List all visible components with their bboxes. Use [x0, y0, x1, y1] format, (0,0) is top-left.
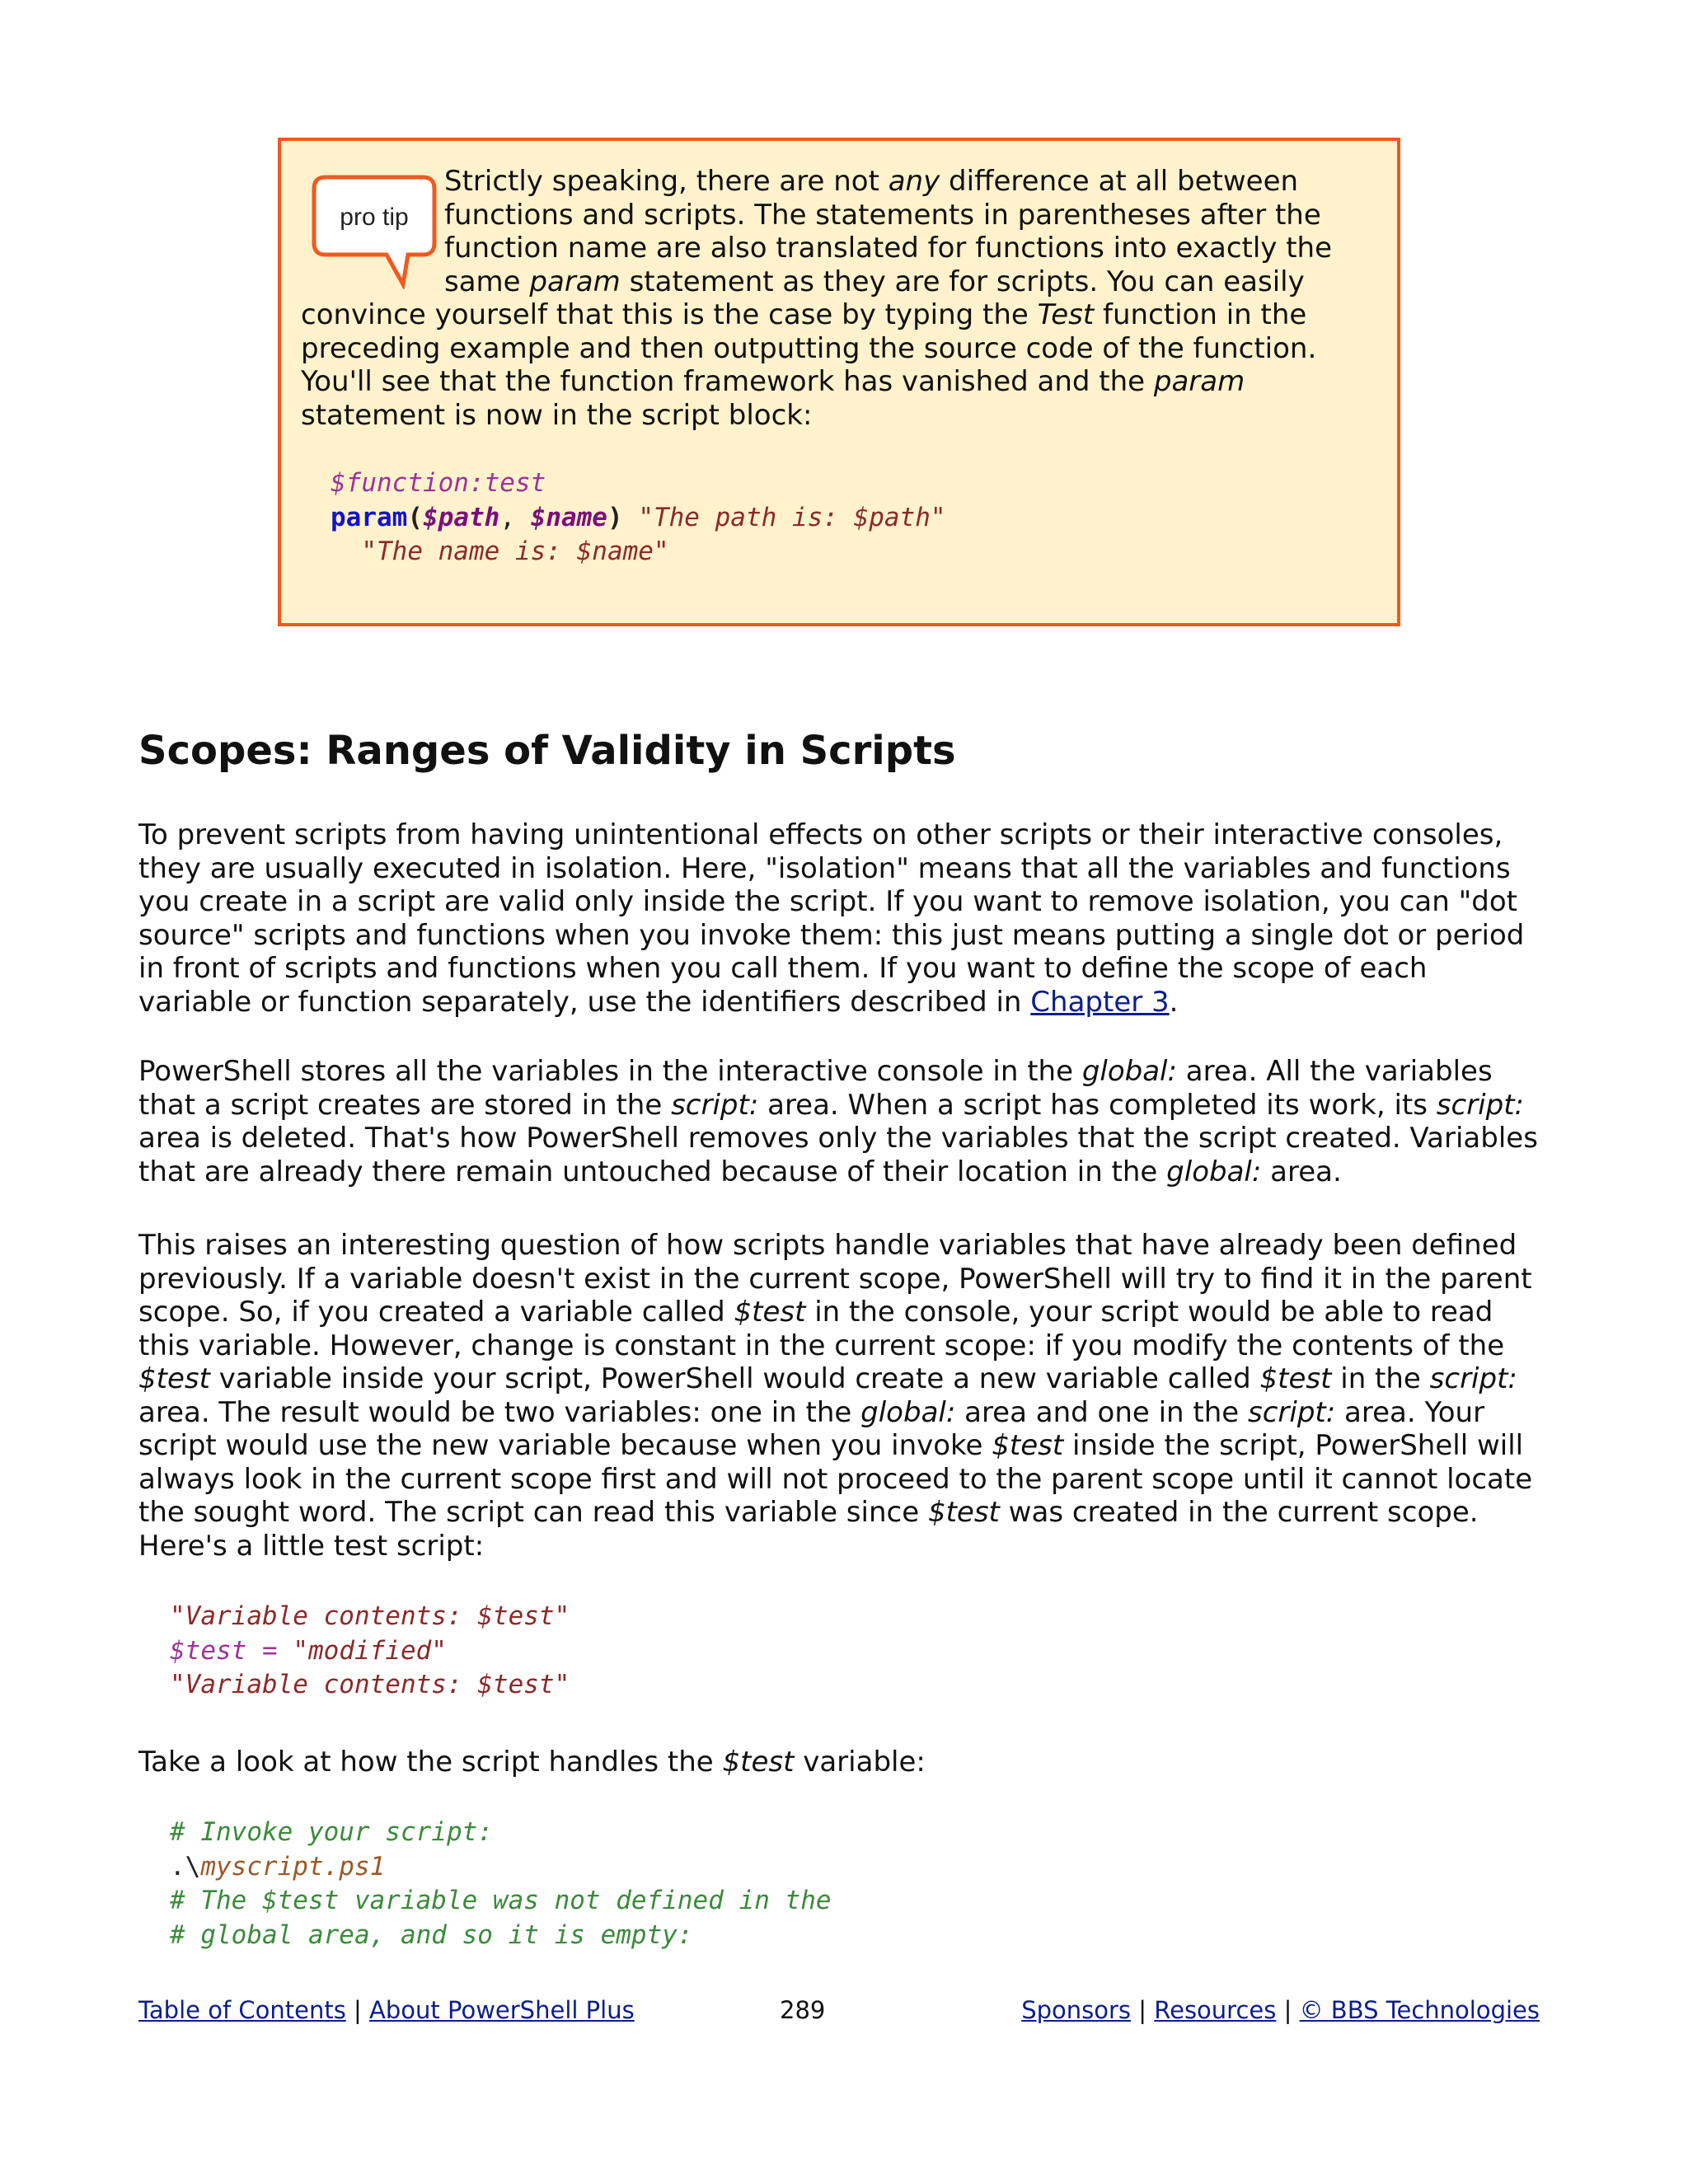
test-script-code: "Variable contents: $test" $test = "modified" "Variable contents: $test" [170, 1601, 570, 1699]
about-powershell-plus-link[interactable]: About PowerShell Plus [369, 1996, 635, 2024]
paragraph-global-scope: PowerShell stores all the variables in the interactive console in the global: area. All the variables that a script creates are stored in the script: area. When a script has completed its work, its script: area is deleted. That's how PowerShell removes only the variables that the script created. Variables that are already there remain untouched because of their location in the global: area. [138, 1055, 1538, 1188]
paragraph-take-a-look: Take a look at how the script handles the $test variable: [138, 1746, 926, 1779]
footer-left: Table of Contents | About PowerShell Plus [138, 1996, 635, 2024]
chapter-3-link[interactable]: Chapter 3 [1030, 985, 1170, 1019]
page-number: 289 [780, 1996, 826, 2024]
paragraph-isolation: To prevent scripts from having unintentional effects on other scripts or their interactive consoles, they are usually executed in isolation. Here, "isolation" means that all the variables and functions you create in a script are valid only inside the script. If you want to remove isolation, you can "dot source" scripts and functions when you invoke them: this just means putting a single dot or period in front of scripts and functions when you call them. If you want to define the scope of each variable or function separately, use the identifiers described in Chapter 3. [138, 818, 1525, 1019]
section-heading: Scopes: Ranges of Validity in Scripts [138, 728, 956, 774]
pro-tip-box [278, 138, 1400, 626]
bbs-technologies-link[interactable]: © BBS Technologies [1299, 1996, 1540, 2024]
resources-link[interactable]: Resources [1154, 1996, 1277, 2024]
pro-tip-text: Strictly speaking, there are not any difference at all between functions and scripts. The statements in parentheses after the function name are also translated for functions into exactly the same param statement as they are for scripts. You can easily convince yourself that this is the case by typing the Test function in the preceding example and then outputting the source code of the function. You'll see that the function framework has vanished and the param statement is now in the script block: [301, 165, 1333, 432]
sponsors-link[interactable]: Sponsors [1021, 1996, 1132, 2024]
footer-right: Sponsors | Resources | © BBS Technologies [1021, 1996, 1540, 2024]
table-of-contents-link[interactable]: Table of Contents [138, 1996, 346, 2024]
invoke-script-code: # Invoke your script: .\myscript.ps1 # The $test variable was not defined in the # global area, and so it is empty: [170, 1817, 832, 1950]
pro-tip-label: pro tip [340, 204, 409, 231]
pro-tip-code: $function:test param($path, $name) "The path is: $path" "The name is: $name" [331, 468, 946, 566]
paragraph-variable-lookup: This raises an interesting question of how scripts handle variables that have already been defined previously. If a variable doesn't exist in the current scope, PowerShell will try to find it in the parent scope. So, if you created a variable called $test in the console, your script would be able to read this variable. However, change is constant in the current scope: if you modify the contents of the $test variable inside your script, PowerShell would create a new variable called $test in the script: area. The result would be two variables: one in the global: area and one in the script: area. Your script would use the new variable because when you invoke $test inside the script, PowerShell will always look in the current scope first and will not proceed to the parent scope until it cannot locate the sought word. The script can read this variable since $test was created in the current scope. Here's a little test script: [138, 1229, 1533, 1563]
